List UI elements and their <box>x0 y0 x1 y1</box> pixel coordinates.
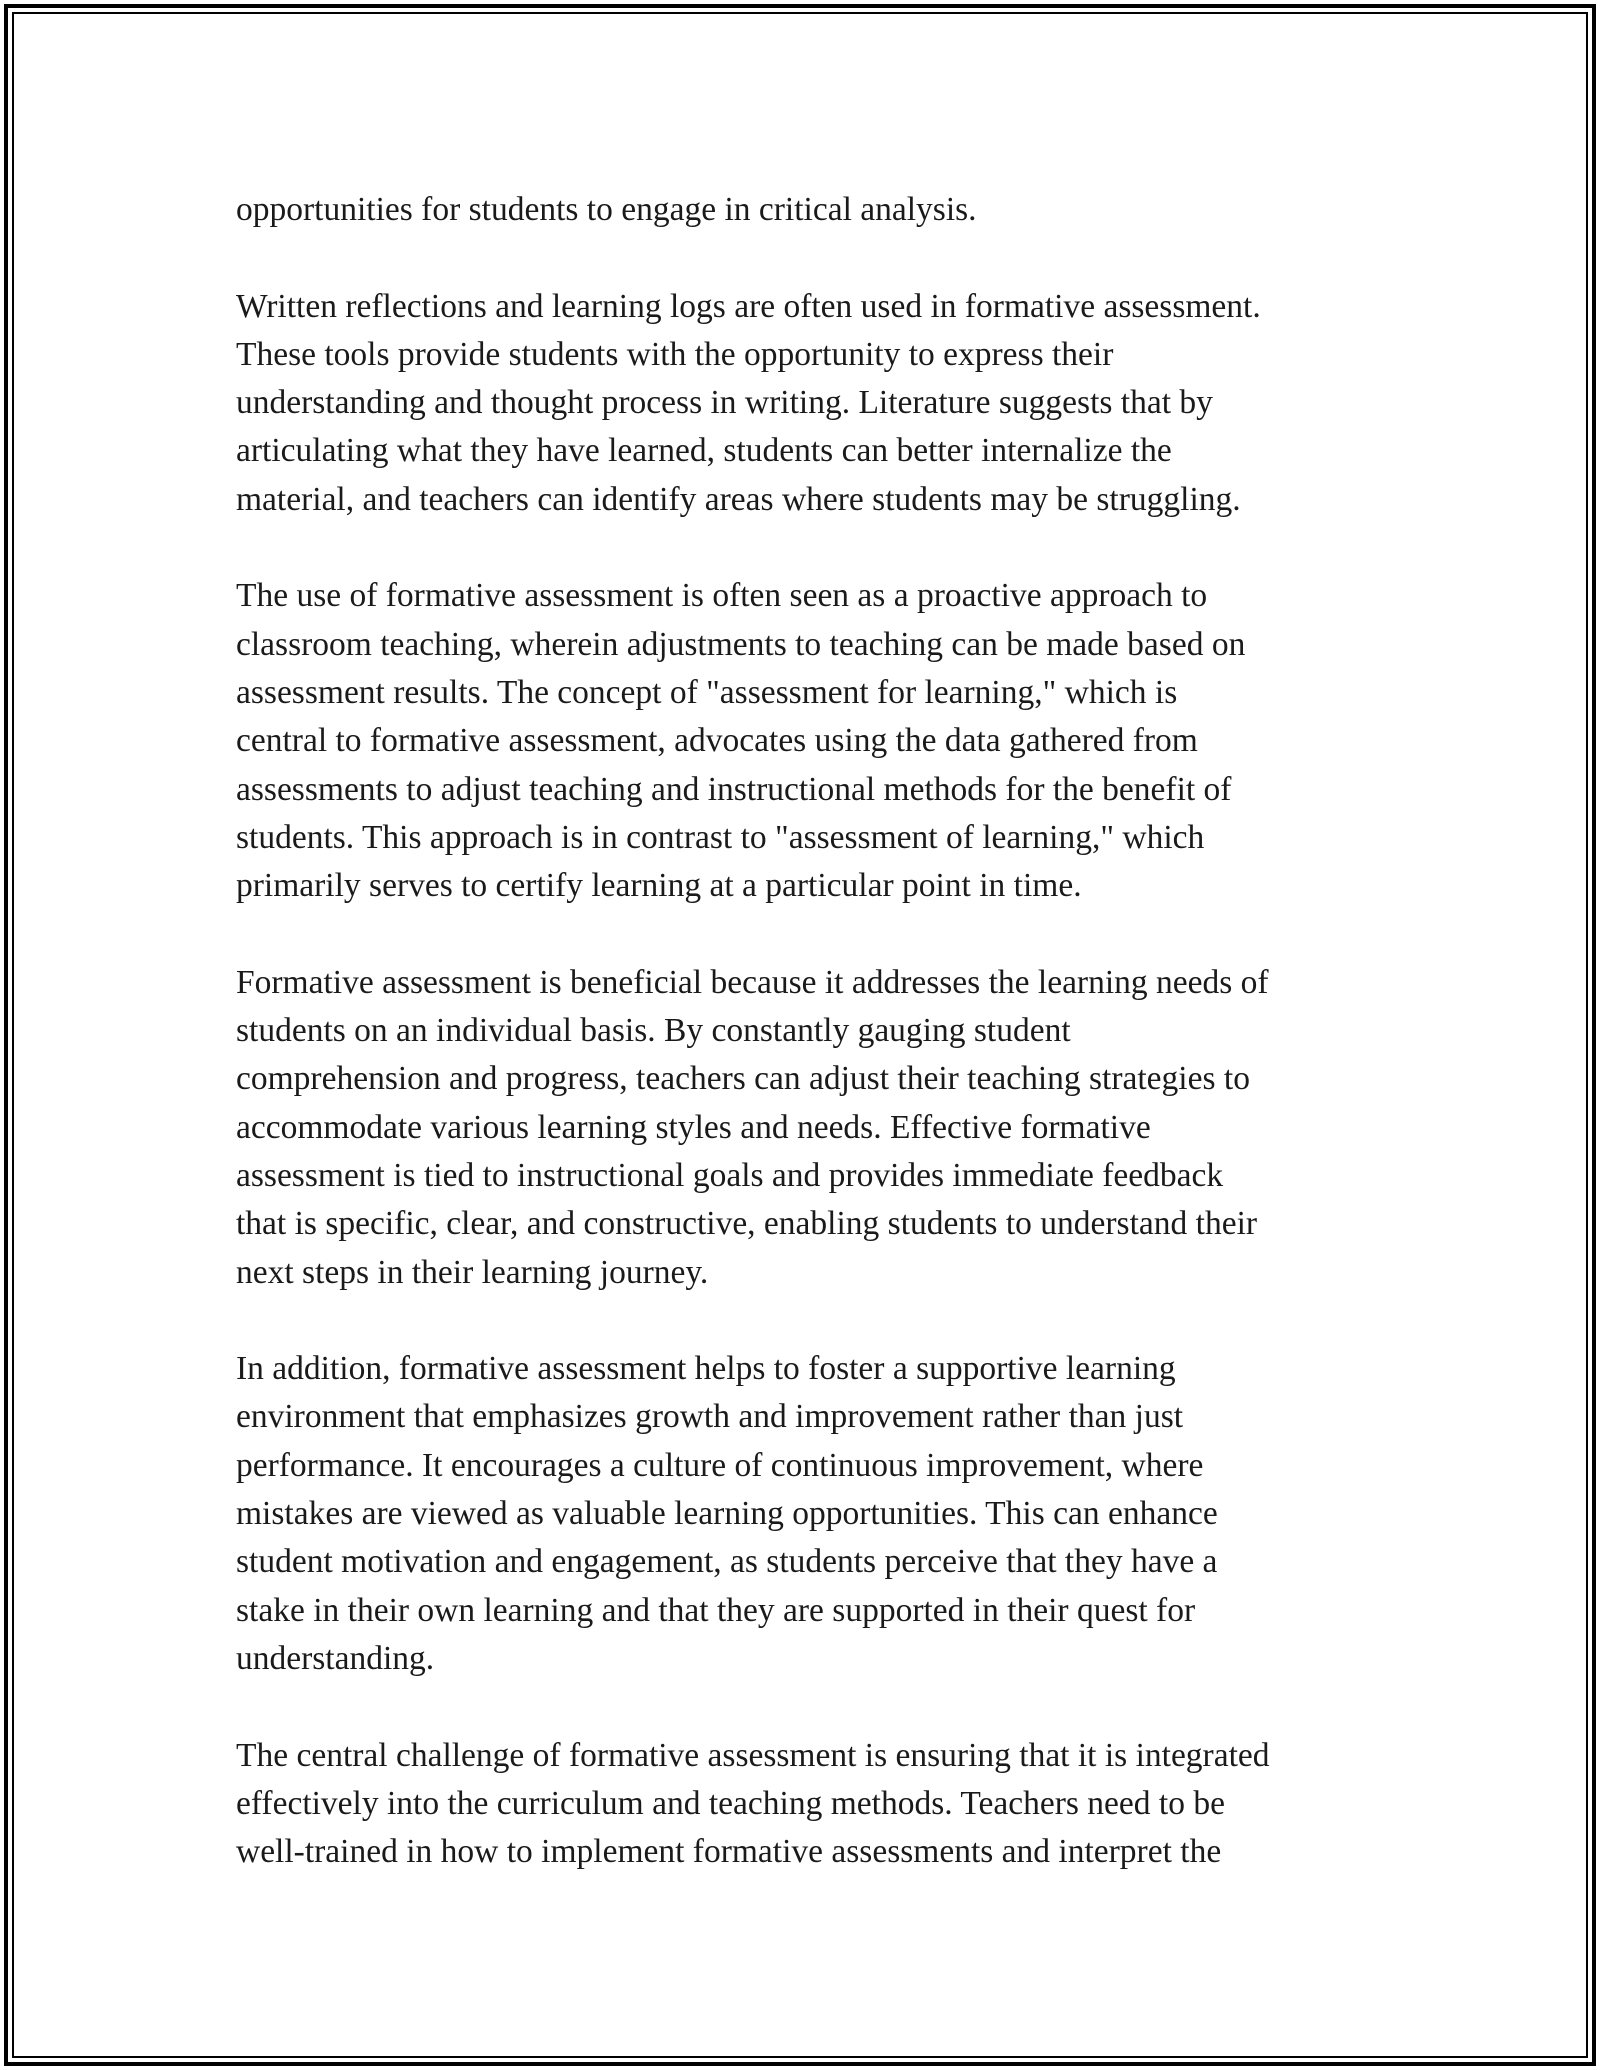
paragraph: In addition, formative assessment helps to foster a supportive learning environment that emphasizes growth and improvement rather than just performance. It encourages a culture of continuous improvement, where mistakes are viewed as valuable learning opportunities. This can enhance student motivation and engagement, as students perceive that they have a stake in their own learning and that they are supported in their quest for understanding. <box>236 1350 1218 1677</box>
paragraph: The use of formative assessment is often seen as a proactive approach to classroom teaching, wherein adjustments to teaching can be made based on assessment results. The concept of "assessment for learning," which is central to formative assessment, advocates using the data gathered from assessments to adjust teaching and instructional methods for the benefit of students. This approach is in contrast to "assessment of learning," which primarily serves to certify learning at a particular point in time. <box>236 577 1246 905</box>
paragraph: Written reflections and learning logs are often used in formative assessment. These tools provide students with the opportunity to express their understanding and thought process in writing. Literature suggests that by articulating what they have learned, students can better internalize the material, and teachers can identify areas where students may be struggling. <box>236 287 1261 518</box>
document-body <box>236 186 1396 1925</box>
paragraph: The central challenge of formative assessment is ensuring that it is integrated effectively into the curriculum and teaching methods. Teachers need to be well-trained in how to implement formative assessments and interpret the <box>236 1736 1270 1871</box>
paragraph: opportunities for students to engage in critical analysis. <box>236 191 977 228</box>
paragraph: Formative assessment is beneficial because it addresses the learning needs of students on an individual basis. By constantly gauging student comprehension and progress, teachers can adjust their teaching strategies to accommodate various learning styles and needs. Effective formative assessment is tied to instructional goals and provides immediate feedback that is specific, clear, and constructive, enabling students to understand their next steps in their learning journey. <box>236 963 1269 1291</box>
